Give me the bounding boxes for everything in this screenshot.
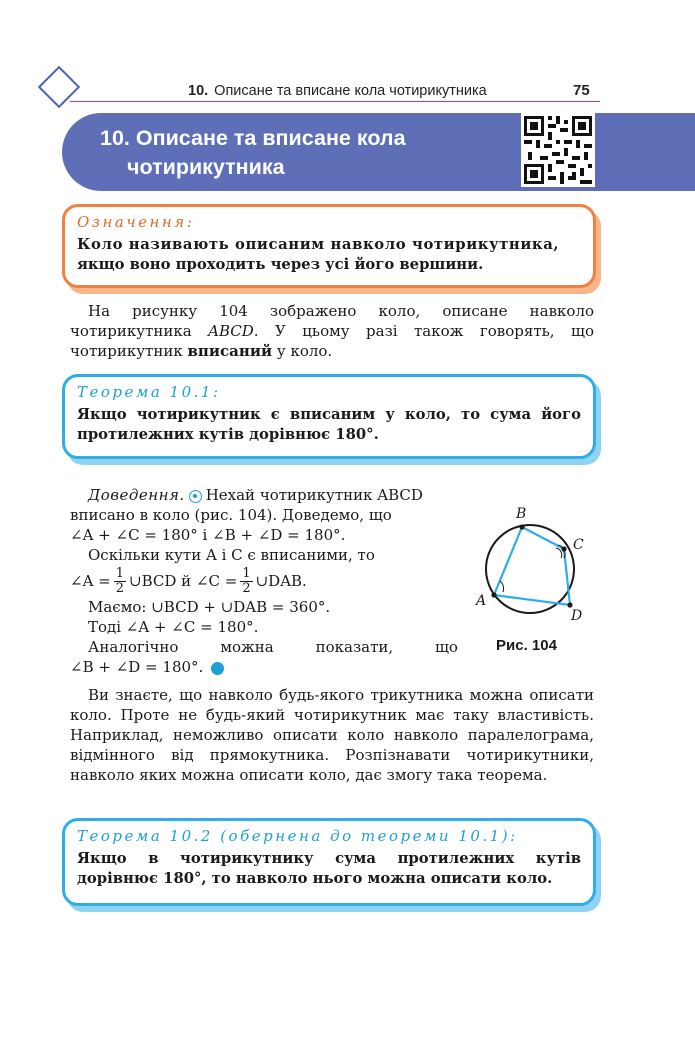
paragraph-1-text-a: На рисунку 104 зображено коло, описане навколо чотирикутника: [70, 302, 594, 340]
theorem-2-box: [62, 818, 596, 906]
proof-line-8-word-3: показати,: [315, 638, 394, 656]
header-section-title: Описане та вписане кола чотирикутника: [214, 83, 487, 99]
fraction-2-denominator: 2: [242, 580, 251, 596]
proof-line-8-word-4: що: [434, 638, 458, 656]
paragraph-1-text-b: . У цьому разі також говорять, що чотирикутник: [70, 322, 594, 360]
proof-line-8-word-1: Аналогічно: [88, 638, 179, 656]
vertex-c: [561, 546, 566, 551]
paragraph-1-abcd: ABCD: [208, 322, 254, 340]
fraction-1-numerator: 1: [115, 565, 125, 581]
theorem-2-text: Якщо в чотирикутнику сума протилежних кутів дорівнює 180°, то навколо нього можна описати коло.: [77, 850, 581, 887]
proof-line-5: [70, 565, 458, 597]
proof-line-1: [70, 485, 458, 505]
section-title-line1: 10. Описане та вписане кола: [100, 126, 406, 150]
vertex-d: [567, 602, 572, 607]
label-a: A: [476, 593, 487, 609]
definition-text-line2: якщо воно проходить через усі його вершини.: [77, 256, 484, 273]
paragraph-2: Ви знаєте, що навколо будь-якого трикутника можна описати коло. Проте не будь-який чотирикутник має таку властивість. Наприклад, неможливо описати коло навколо паралелограма, відмінного від прямокутника. Розпізнавати чотирикутники, навколо яких можна описати коло, дає змогу така теорема.: [70, 686, 594, 784]
paragraph-1: [70, 301, 594, 361]
definition-text: [77, 235, 581, 275]
figure-caption: Рис. 104: [496, 637, 557, 654]
theorem-1-label: Теорема 10.1:: [77, 383, 221, 401]
inscribed-quadrilateral: [494, 527, 570, 605]
label-d: D: [571, 608, 583, 624]
vertex-b: [519, 524, 524, 529]
paragraph-1-text-c: у коло.: [272, 342, 333, 360]
theorem-1-box: [62, 374, 596, 459]
proof-start-icon: [189, 490, 202, 503]
proof-line-7: Тоді ∠A + ∠C = 180°.: [88, 618, 259, 636]
header-rule: [70, 101, 600, 102]
definition-box: [62, 204, 596, 288]
label-c: C: [573, 537, 584, 553]
vertex-a: [491, 592, 496, 597]
proof-line-6: Маємо: ∪BCD + ∪DAB = 360°.: [88, 598, 331, 616]
fraction-2-numerator: 1: [242, 565, 251, 581]
section-title-line2: чотирикутника: [127, 155, 285, 179]
proof-line-5-a: ∠A =: [70, 572, 111, 590]
paragraph-1-bold: вписаний: [187, 342, 273, 360]
running-header: [188, 83, 487, 99]
proof-line-1-text: Нехай чотирикутник ABCD: [205, 486, 423, 504]
definition-text-line1: Коло називають описаним навколо чотирикутника,: [77, 236, 560, 253]
proof-line-2: вписано в коло (рис. 104). Доведемо, що: [70, 506, 392, 524]
label-b: B: [516, 506, 527, 522]
page-number: 75: [573, 82, 590, 99]
theorem-2-label: Теорема 10.2 (обернена до теореми 10.1):: [77, 827, 518, 845]
proof-line-5-b: ∪BCD й ∠C =: [129, 572, 238, 590]
proof-line-4: Оскільки кути A і C є вписаними, то: [88, 546, 375, 564]
proof-line-5-c: ∪DAB.: [255, 572, 307, 590]
proof-block: [70, 485, 458, 677]
angle-mark-a: [500, 581, 504, 592]
qr-code-icon[interactable]: [521, 113, 595, 187]
proof-line-3: ∠A + ∠C = 180° і ∠B + ∠D = 180°.: [70, 526, 346, 544]
proof-end-marker-icon: [211, 662, 224, 675]
proof-line-8: [70, 637, 458, 657]
proof-line-9-text: ∠B + ∠D = 180°.: [70, 658, 204, 676]
fraction-1-denominator: 2: [115, 580, 125, 596]
proof-label: Доведення.: [88, 486, 185, 504]
definition-label: Означення:: [77, 213, 195, 231]
section-title: [100, 124, 406, 182]
figure-104: [470, 505, 590, 625]
proof-line-9: [70, 657, 458, 677]
proof-line-8-word-2: можна: [220, 638, 274, 656]
fraction-half-2: [240, 567, 252, 596]
theorem-1-text: Якщо чотирикутник є вписаним у коло, то сума його протилежних кутів дорівнює 180°.: [77, 406, 581, 443]
angle-mark-c-inner: [556, 548, 562, 558]
fraction-half-1: [114, 567, 126, 596]
header-section-number: 10.: [188, 83, 209, 99]
